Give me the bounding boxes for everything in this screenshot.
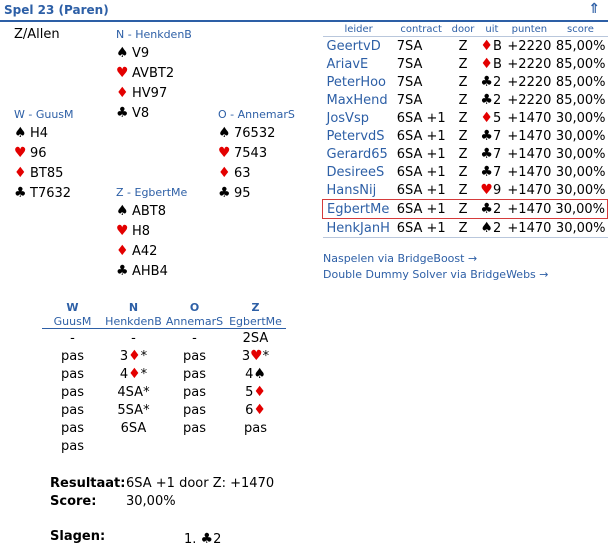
bid-text: pas [61,384,84,400]
player-south-name: Z - EgbertMe [116,186,188,199]
bidding-round [42,329,286,348]
bid-cell [103,383,164,401]
bidding-round [42,365,286,383]
club-icon: ♣ [480,92,493,108]
result-row [323,109,608,127]
score-cell: 30,00% [553,200,607,219]
bid-text: pas [183,348,206,364]
lead-card: 2 [492,202,502,217]
east-hearts: 7543 [234,146,268,161]
diamond-icon: ♦ [128,366,141,382]
result-row [323,37,608,56]
seat-z: Z [251,300,260,314]
lead-cell [478,219,505,238]
bid-cell [103,347,164,365]
west-diamonds: BT85 [30,166,64,181]
alert-mark: * [140,349,148,364]
bid-cell [164,365,225,383]
north-hearts: AVBT2 [132,66,175,81]
bid-cell [103,419,164,437]
bidding-round [42,347,286,365]
diamond-icon: ♦ [253,384,266,400]
heart-icon: ♥ [218,145,231,161]
declarer-cell: Z [458,110,468,126]
col-uit: uit [478,22,505,37]
bid-text: 6 [245,403,254,418]
south-spades: ABT8 [132,204,167,219]
diamond-icon: ♦ [14,165,27,181]
declarer-cell: Z [458,164,468,180]
bid-text: 5SA* [117,402,150,418]
spade-icon: ♠ [116,203,129,219]
bid-text: 5 [245,385,254,400]
alert-mark: * [262,349,270,364]
contract-cell: 7SA [396,92,423,108]
diamond-icon: ♦ [480,38,493,54]
col-punten: punten [505,22,553,37]
bid-text: pas [61,420,84,436]
declarer-cell: Z [458,128,468,144]
points-cell: +1470 [507,110,552,126]
heart-icon: ♥ [116,223,129,239]
bid-cell [164,347,225,365]
score-cell: 85,00% [555,38,606,54]
lead-cell [478,55,505,73]
south-clubs: AHB4 [132,264,168,279]
points-cell: +1470 [507,128,552,144]
alert-mark: * [140,367,148,382]
lead-cell [478,127,505,145]
result-label: Resultaat: [50,476,126,491]
bid-cell [164,383,225,401]
bid-text: 4SA* [117,384,150,400]
leader-link[interactable]: EgbertMe [323,200,395,219]
trick-card: 2 [213,532,222,547]
bridgeboost-link[interactable]: Naspelen via BridgeBoost → [323,252,478,265]
bid-text: pas [61,438,84,454]
bid-cell [225,437,286,455]
result-row [323,181,608,200]
bid-text: pas [183,384,206,400]
declarer-cell: Z [458,38,468,54]
page-title: Spel 23 (Paren) [4,3,109,17]
result-row [323,145,608,163]
score-cell: 85,00% [555,92,606,108]
bid-cell [164,329,225,348]
leader-link[interactable]: GeertvD [326,38,381,54]
heart-icon: ♥ [480,182,493,198]
contract-cell: 6SA +1 [396,110,446,126]
lead-cell [478,181,505,200]
club-icon: ♣ [480,128,493,144]
east-diamonds: 63 [234,166,251,181]
club-icon: ♣ [218,185,231,201]
score-value: 30,00% [126,494,176,509]
bid-text: pas [61,402,84,418]
bid-text: 4 [119,367,129,382]
club-icon: ♣ [200,531,214,547]
hand-north [116,28,192,123]
bidding-round [42,383,286,401]
spade-icon: ♠ [14,125,27,141]
lead-card: 5 [492,111,502,126]
bid-cell [42,329,103,348]
heart-icon: ♥ [250,348,263,364]
declarer-cell: Z [448,200,479,219]
external-links [323,251,549,283]
bid-cell [225,329,286,348]
contract-cell: 6SA +1 [396,128,446,144]
tricks-label: Slagen: [50,529,106,544]
results-body [323,37,608,238]
contract-cell: 6SA +1 [396,164,446,180]
diamond-icon: ♦ [480,110,493,126]
points-cell: +2220 [507,38,552,54]
contract-cell: 6SA +1 [396,220,446,236]
east-clubs: 95 [234,186,251,201]
score-cell: 30,00% [555,110,606,126]
player-west-name: W - GuusM [14,108,74,121]
club-icon: ♣ [116,105,129,121]
lead-cell [478,200,505,219]
hand-east [218,108,295,203]
dealer-vulnerability: Z/Allen [14,27,60,42]
result-row [323,163,608,181]
points-cell: +1470 [507,182,552,198]
leader-link[interactable]: AriavE [326,56,369,72]
seat-w: W [66,300,79,314]
seat-o: O [189,300,200,314]
bid-cell [103,329,164,348]
diamond-icon: ♦ [128,348,141,364]
leader-link[interactable]: PeterHoo [326,74,386,90]
declarer-cell: Z [448,219,479,238]
diamond-icon: ♦ [253,402,266,418]
trick-1 [184,531,221,547]
bid-text: pas [61,348,84,364]
leader-link[interactable]: DesireeS [326,164,385,180]
north-spades: V9 [132,46,150,61]
points-cell: +1470 [507,164,552,180]
score-cell: 30,00% [555,164,606,180]
bid-cell [42,437,103,455]
bid-cell [42,401,103,419]
lead-cell [478,163,505,181]
bidding-body [42,329,286,456]
bid-cell [225,419,286,437]
lead-card: 7 [492,147,502,162]
lead-card: 7 [492,129,502,144]
bid-text: - [70,330,75,346]
lead-card: B [492,57,502,72]
score-cell: 30,00% [555,182,606,198]
bidding-round [42,437,286,455]
leader-link[interactable]: HansNij [326,182,377,198]
leader-link[interactable]: HenkJanH [323,219,395,238]
lead-card: 2 [492,221,502,236]
bidder-w: GuusM [42,314,103,329]
points-cell: +1470 [507,220,552,236]
points-cell: +1470 [507,146,552,162]
bidding-round [42,419,286,437]
leader-link[interactable]: JosVsp [326,110,369,126]
bid-text: - [131,330,136,346]
col-leider: leider [323,22,395,37]
lead-cell [478,73,505,91]
bid-cell [164,437,225,455]
declarer-cell: Z [458,74,468,90]
bidder-o: AnnemarS [165,314,224,328]
bid-cell [164,419,225,437]
declarer-cell: Z [458,146,468,162]
hand-south [116,186,187,281]
col-contract: contract [395,22,448,37]
player-east-name: O - AnnemarS [218,108,295,121]
west-spades: H4 [30,126,49,141]
bid-text: 2SA [242,330,269,346]
bid-text: 3 [241,349,251,364]
diamond-icon: ♦ [218,165,231,181]
club-icon: ♣ [14,185,27,201]
lead-card: 9 [492,183,502,198]
bid-text: pas [61,366,84,382]
north-clubs: V8 [132,106,150,121]
diamond-icon: ♦ [480,56,493,72]
result-value: 6SA +1 door Z: +1470 [126,476,275,491]
bid-cell [42,383,103,401]
bid-cell [225,365,286,383]
col-score: score [553,22,607,37]
contract-cell: 6SA +1 [396,182,446,198]
west-clubs: T7632 [30,186,72,201]
bid-text: pas [183,402,206,418]
lead-cell [478,37,505,56]
lead-card: 2 [492,75,502,90]
results-table [322,22,608,238]
points-cell: +2220 [507,92,552,108]
score-label: Score: [50,494,97,509]
declarer-cell: Z [458,56,468,72]
points-cell: +2220 [507,74,552,90]
score-cell: 85,00% [555,56,606,72]
lead-cell [478,109,505,127]
lead-cell [478,91,505,109]
result-row [323,55,608,73]
club-icon: ♣ [480,74,493,90]
bidding-round [42,401,286,419]
spade-icon: ♠ [218,125,231,141]
club-icon: ♣ [116,263,129,279]
contract-cell: 7SA [396,56,423,72]
result-row [323,127,608,145]
diamond-icon: ♦ [116,85,129,101]
west-hearts: 96 [30,146,47,161]
contract-cell: 6SA +1 [396,146,446,162]
bid-cell [103,437,164,455]
bid-cell [42,347,103,365]
bid-cell [225,401,286,419]
bid-cell [225,347,286,365]
result-row [323,91,608,109]
bid-text: 4 [245,367,254,382]
bid-text: 6SA [120,420,147,436]
bidder-n: HenkdenB [103,314,164,329]
bid-text: - [192,330,197,346]
bid-cell [42,365,103,383]
east-spades: 76532 [234,126,276,141]
hand-west [14,108,74,203]
score-cell: 30,00% [553,219,607,238]
col-door: door [448,22,479,37]
score-cell: 85,00% [555,74,606,90]
lead-cell [478,145,505,163]
south-diamonds: A42 [132,244,158,259]
diamond-icon: ♦ [116,243,129,259]
leader-link[interactable]: PetervdS [326,128,385,144]
club-icon: ♣ [480,164,493,180]
contract-cell: 7SA [396,74,423,90]
bidder-z: EgbertMe [225,314,286,329]
points-cell: +2220 [507,56,552,72]
contract-cell: 6SA +1 [396,201,446,217]
leader-link[interactable]: MaxHend [326,92,388,108]
result-row [323,219,608,238]
player-north-name: N - HenkdenB [116,28,192,41]
heart-icon: ♥ [14,145,27,161]
bid-cell [103,401,164,419]
lead-card: 7 [492,165,502,180]
spade-icon: ♠ [116,45,129,61]
spade-icon: ♠ [480,220,493,236]
score-cell: 30,00% [555,128,606,144]
bid-cell [103,365,164,383]
results-header-row [323,22,608,37]
club-icon: ♣ [480,201,493,217]
south-hearts: H8 [132,224,151,239]
result-row [323,200,608,219]
score-cell: 30,00% [555,146,606,162]
lead-card: 2 [492,93,502,108]
bid-cell [42,419,103,437]
declarer-cell: Z [458,92,468,108]
lead-card: B [492,39,502,54]
leader-link[interactable]: Gerard65 [326,146,388,162]
bid-text: 3 [119,349,129,364]
bidding-table [42,300,286,455]
bid-cell [225,383,286,401]
heart-icon: ♥ [116,65,129,81]
result-row [323,73,608,91]
dds-link[interactable]: Double Dummy Solver via BridgeWebs → [323,268,549,281]
bid-text: pas [244,420,267,436]
seat-n: N [128,300,139,314]
trick-number: 1. [184,532,197,547]
bid-text: pas [183,420,206,436]
club-icon: ♣ [480,146,493,162]
bid-cell [164,401,225,419]
contract-cell: 7SA [396,38,423,54]
points-cell: +1470 [507,201,552,217]
scroll-top-icon[interactable]: ⇑ [588,1,600,17]
declarer-cell: Z [458,182,468,198]
north-diamonds: HV97 [132,86,168,101]
spade-icon: ♠ [253,366,266,382]
bid-text: pas [183,366,206,382]
